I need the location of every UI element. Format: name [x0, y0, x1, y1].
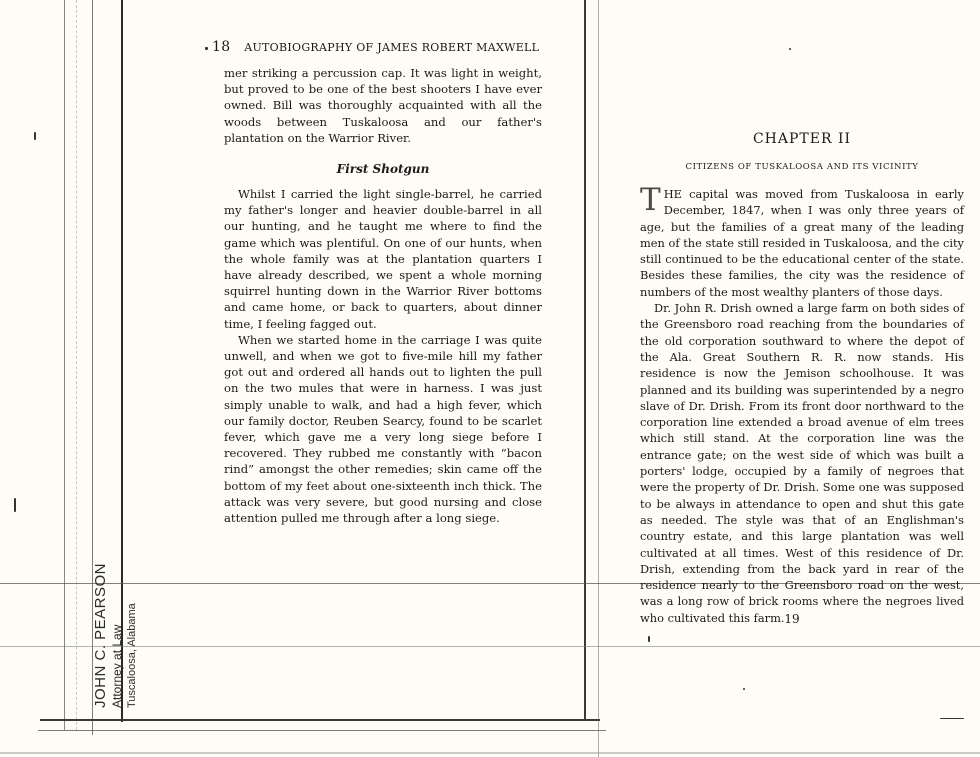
left-body-text: [224, 186, 542, 526]
scan-speck: [34, 132, 36, 140]
paragraph: Dr. John R. Drish owned a large farm on both sides of the Greensboro road reaching from the boundaries of the old corporation southward to where the depot of the Ala. Great Southern R. R. now stands. His residence is now the Jemison schoolhouse. It was planned and its building was superintended by a negro slave of Dr. Drish. From its front door northward to the corporation line extended a broad avenue of elm trees which still stand. At the corporation line was the entrance gate; on the west side of which was built a porters' lodge, occupied by a family of negroes that were the property of Dr. Drish. Some one was supposed to be always in attendance to open and shut this gate as needed. The style was that of an Englishman's country estate, and this large plantation was well cultivated at all times. West of this residence of Dr. Drish, extending from the back yard in rear of the residence nearly to the Greensboro road on the west, was a long row of brick rooms where the negroes lived who cultivated this farm.: [640, 301, 964, 625]
attorney-stamp: [92, 548, 156, 708]
stamp-title: Attorney at Law: [110, 624, 124, 708]
section-heading: First Shotgun: [336, 162, 430, 176]
right-page-number: 19: [784, 612, 800, 626]
scan-speck: [648, 636, 650, 642]
right-body-text: [640, 182, 964, 626]
scan-speck: [743, 688, 745, 690]
page-gutter: [598, 0, 599, 757]
paragraph: [640, 182, 964, 300]
scan-speck: [789, 48, 791, 50]
paragraph: When we started home in the carriage I was quite unwell, and when we got to five-mile hill my father got out and ordered all hands out to lighten the pull on the two mules that were in harness. I was just simply unable to walk, and had a high fever, which our family doctor, Reuben Searcy, found to be scarlet fever, which gave me a very long siege before I recovered. They rubbed me constantly with “bacon rind” amongst the other remedies; skin came off the bottom of my feet about one-sixteenth inch thick. The attack was very severe, but good nursing and close attention pulled me through after a long siege.: [224, 332, 542, 526]
running-head-title: AUTOBIOGRAPHY OF JAMES ROBERT MAXWELL: [244, 41, 540, 54]
scan-speck: [205, 47, 208, 50]
chapter-title: CHAPTER II: [752, 131, 852, 147]
stamp-location: Tuscaloosa, Alabama: [126, 603, 138, 708]
paragraph: Whilst I carried the light single-barrel, he carried my father's longer and heavier double-barrel in all our hunting, and he taught me where to find the game which was plentiful. On one of our hunts, when the whole family was at the plantation quarters I have already described, we spent a whole morning squirrel hunting down in the Warrior River bottoms and came home, or back to quarters, about dinner time, I feeling fagged out.: [224, 187, 542, 331]
continued-paragraph: mer striking a percussion cap. It was light in weight, but proved to be one of the best shooters I have ever owned. Bill was thoroughly acquainted with all the woods between Tuskaloosa and our father's plantation on the Warrior River.: [224, 66, 542, 145]
continued-paragraph-block: [224, 65, 542, 146]
left-page-right-edge: [584, 0, 586, 720]
binding-edge-line: [64, 0, 65, 730]
left-page-bottom-edge: [38, 730, 606, 731]
binding-edge-line: [76, 0, 78, 730]
drop-cap: T: [640, 182, 661, 218]
scan-speck: [14, 498, 16, 512]
left-page-number: 18: [212, 39, 231, 55]
stamp-name: JOHN C. PEARSON: [92, 562, 109, 708]
running-head: [212, 39, 552, 55]
left-page-bottom-edge: [40, 719, 600, 721]
scan-speck: [940, 718, 964, 719]
chapter-subtitle: CITIZENS OF TUSKALOOSA AND ITS VICINITY: [685, 162, 919, 172]
scan-artifact-line: [0, 752, 980, 754]
paragraph-text: HE capital was moved from Tuskaloosa in early December, 1847, when I was only three years of age, but the families of a great many of the leading men of the state still resided in Tuskaloosa, and the city still continued to be the educational center of the state. Besides these families, the city was the residence of numbers of the most wealthy planters of those days.: [640, 187, 964, 299]
